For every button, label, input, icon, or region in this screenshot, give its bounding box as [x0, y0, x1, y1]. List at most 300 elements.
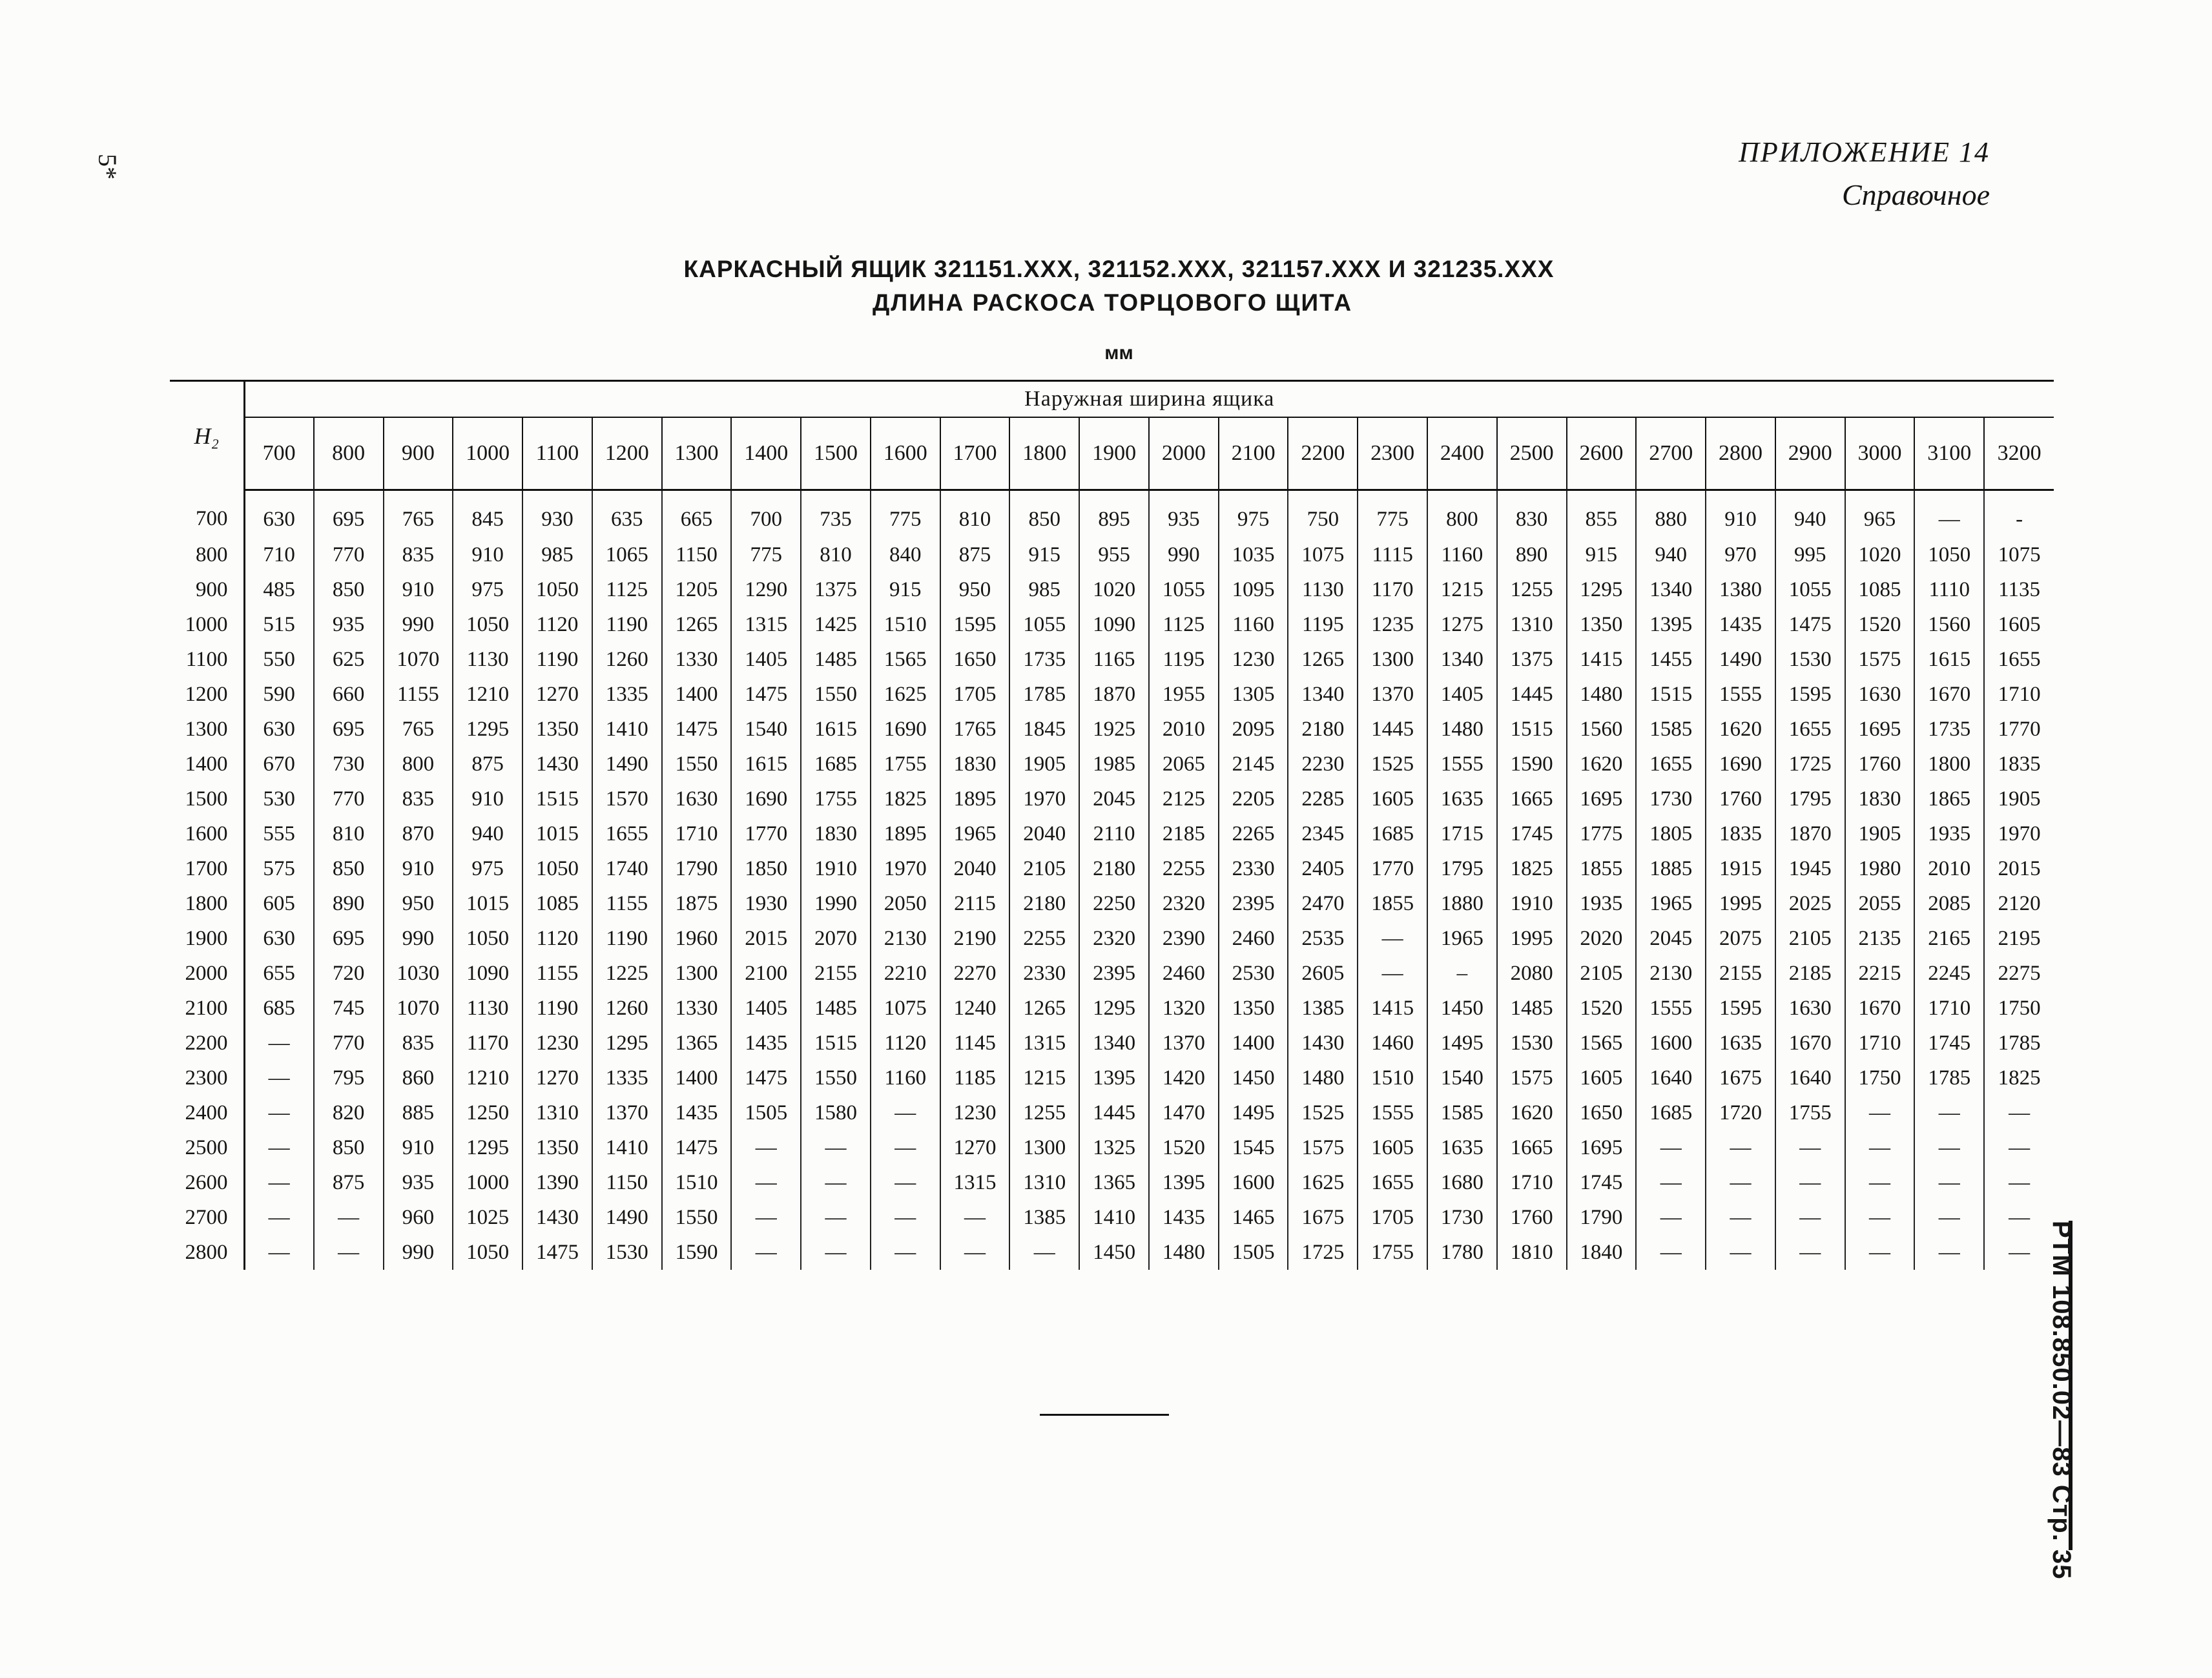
table-cell: 1090 — [1079, 607, 1149, 642]
row-label: 1400 — [170, 747, 244, 782]
document-subtitle: ДЛИНА РАСКОСА ТОРЦОВОГО ЩИТА — [872, 289, 1353, 316]
table-cell: 1340 — [1288, 677, 1358, 712]
table-cell: 1195 — [1288, 607, 1358, 642]
table-cell: 1825 — [871, 782, 940, 816]
table-cell: 1385 — [1009, 1200, 1079, 1235]
table-cell: 2050 — [871, 886, 940, 921]
table-cell: — — [1706, 1130, 1775, 1165]
table-cell: 1685 — [1636, 1095, 1706, 1130]
row-label: 2200 — [170, 1026, 244, 1061]
table-cell: 1435 — [1706, 607, 1775, 642]
table-cell: 1925 — [1079, 712, 1149, 747]
table-cell: 2405 — [1288, 851, 1358, 886]
table-cell: 1160 — [871, 1061, 940, 1095]
table-cell: 1670 — [1845, 991, 1915, 1026]
width-header: 2700 — [1636, 417, 1706, 490]
table-cell: 1265 — [1009, 991, 1079, 1026]
table-cell: 1395 — [1636, 607, 1706, 642]
unit-label: мм — [1104, 342, 1133, 364]
table-cell: 590 — [244, 677, 314, 712]
table-cell: 2605 — [1288, 956, 1358, 991]
table-cell: 955 — [1079, 537, 1149, 572]
table-cell: 850 — [314, 572, 384, 607]
width-header: 2100 — [1219, 417, 1288, 490]
table-cell: 1445 — [1358, 712, 1427, 747]
table-cell: — — [244, 1200, 314, 1235]
table-cell: — — [1775, 1165, 1845, 1200]
table-cell: 1130 — [1288, 572, 1358, 607]
table-row — [170, 607, 2054, 642]
table-row — [170, 816, 2054, 851]
table-cell: 1845 — [1009, 712, 1079, 747]
row-label: 1200 — [170, 677, 244, 712]
document-title: КАРКАСНЫЙ ЯЩИК 321151.XXX, 321152.XXX, 321157.XXX И 321235.XXX — [683, 256, 1555, 282]
width-header: 1200 — [592, 417, 662, 490]
table-cell: 1205 — [662, 572, 732, 607]
table-cell: 1475 — [731, 1061, 801, 1095]
table-cell: 2130 — [871, 921, 940, 956]
table-cell: 915 — [1009, 537, 1079, 572]
table-cell: 1515 — [1636, 677, 1706, 712]
table-cell: 1665 — [1497, 1130, 1567, 1165]
table-cell: 1965 — [940, 816, 1010, 851]
table-row — [170, 712, 2054, 747]
table-cell: 1225 — [592, 956, 662, 991]
table-cell: — — [244, 1235, 314, 1270]
table-cell: 1575 — [1497, 1061, 1567, 1095]
table-cell: 875 — [453, 747, 522, 782]
table-cell: 2135 — [1845, 921, 1915, 956]
table-cell: 810 — [314, 816, 384, 851]
table-row — [170, 1095, 2054, 1130]
table-cell: 1550 — [662, 1200, 732, 1235]
table-cell: 1655 — [592, 816, 662, 851]
table-cell: 1330 — [662, 642, 732, 677]
table-cell: 1510 — [662, 1165, 732, 1200]
table-cell: 1090 — [453, 956, 522, 991]
width-header: 700 — [244, 417, 314, 490]
table-cell: 695 — [314, 490, 384, 538]
table-cell: 1235 — [1358, 607, 1427, 642]
table-cell: 1165 — [1079, 642, 1149, 677]
table-cell: — — [940, 1235, 1010, 1270]
table-cell: 1480 — [1427, 712, 1497, 747]
table-cell: 2010 — [1914, 851, 1984, 886]
row-label: 1800 — [170, 886, 244, 921]
table-cell: 1630 — [662, 782, 732, 816]
table-cell: 1150 — [592, 1165, 662, 1200]
table-cell: 1030 — [384, 956, 453, 991]
table-cell: - — [2016, 507, 2023, 531]
table-cell: 1290 — [731, 572, 801, 607]
table-cell: 1640 — [1775, 1061, 1845, 1095]
table-cell: — — [731, 1130, 801, 1165]
table-cell: 1315 — [731, 607, 801, 642]
width-header: 3000 — [1845, 417, 1915, 490]
table-cell: — — [1636, 1235, 1706, 1270]
table-cell: 930 — [522, 490, 592, 538]
table-cell: 1370 — [1149, 1026, 1219, 1061]
table-cell: 835 — [384, 1026, 453, 1061]
table-cell: 810 — [801, 537, 871, 572]
table-cell: 820 — [314, 1095, 384, 1130]
table-cell: 1515 — [1497, 712, 1567, 747]
table-cell: 1635 — [1427, 1130, 1497, 1165]
table-cell: 1350 — [1219, 991, 1288, 1026]
table-cell: 1600 — [1636, 1026, 1706, 1061]
table-cell: 1275 — [1427, 607, 1497, 642]
table-cell: 985 — [522, 537, 592, 572]
table-cell: — — [244, 1165, 314, 1200]
table-cell: 1510 — [1358, 1061, 1427, 1095]
table-cell: 1295 — [592, 1026, 662, 1061]
table-cell: 985 — [1009, 572, 1079, 607]
table-cell: 1620 — [1567, 747, 1637, 782]
width-header: 1700 — [940, 417, 1010, 490]
table-cell: 1770 — [731, 816, 801, 851]
table-cell: 1410 — [1079, 1200, 1149, 1235]
table-cell: 1580 — [801, 1095, 871, 1130]
table-cell: 1755 — [801, 782, 871, 816]
table-cell: 1655 — [1358, 1165, 1427, 1200]
table-cell: 1825 — [1497, 851, 1567, 886]
row-label: 2300 — [170, 1061, 244, 1095]
table-cell: 2395 — [1079, 956, 1149, 991]
width-header: 1500 — [801, 417, 871, 490]
table-cell: 1670 — [1775, 1026, 1845, 1061]
table-cell: 2020 — [1567, 921, 1637, 956]
row-label: 2400 — [170, 1095, 244, 1130]
table-cell: 935 — [1149, 490, 1219, 538]
table-cell: 2100 — [731, 956, 801, 991]
table-cell: 1720 — [1706, 1095, 1775, 1130]
table-cell: 1525 — [1288, 1095, 1358, 1130]
row-label: 1100 — [170, 642, 244, 677]
row-label: 800 — [170, 537, 244, 572]
table-row — [170, 1130, 2054, 1165]
table-cell: 1370 — [1358, 677, 1427, 712]
table-cell: 1825 — [1998, 1066, 2041, 1090]
table-cell: 2025 — [1775, 886, 1845, 921]
table-cell: 2185 — [1149, 816, 1219, 851]
table-cell: 1170 — [453, 1026, 522, 1061]
table-cell: 1745 — [1567, 1165, 1637, 1200]
table-cell: 1270 — [940, 1130, 1010, 1165]
table-cell: 1115 — [1358, 537, 1427, 572]
table-cell: 910 — [453, 537, 522, 572]
table-cell: 1930 — [731, 886, 801, 921]
table-cell: 630 — [244, 490, 314, 538]
table-cell: 2255 — [1149, 851, 1219, 886]
table-cell: 1665 — [1497, 782, 1567, 816]
table-cell: 1630 — [1775, 991, 1845, 1026]
table-cell: 2250 — [1079, 886, 1149, 921]
table-cell: 1755 — [1358, 1235, 1427, 1270]
table-cell: 660 — [314, 677, 384, 712]
table-cell: 1995 — [1497, 921, 1567, 956]
table-cell: 2460 — [1149, 956, 1219, 991]
table-cell: 2045 — [1636, 921, 1706, 956]
width-header: 1600 — [871, 417, 940, 490]
table-cell: 1935 — [1567, 886, 1637, 921]
table-cell: 1970 — [871, 851, 940, 886]
table-cell: 995 — [1775, 537, 1845, 572]
table-cell: — — [244, 1026, 314, 1061]
table-cell: 1050 — [453, 921, 522, 956]
width-header: 2400 — [1427, 417, 1497, 490]
table-cell: 1480 — [1567, 677, 1637, 712]
row-label: 2800 — [170, 1235, 244, 1270]
table-cell: 1670 — [1914, 677, 1984, 712]
table-cell: 2210 — [871, 956, 940, 991]
table-cell: 1980 — [1845, 851, 1915, 886]
table-cell: 1750 — [1845, 1061, 1915, 1095]
table-cell: 1635 — [1427, 782, 1497, 816]
table-cell: 1130 — [453, 642, 522, 677]
table-cell: 1575 — [1288, 1130, 1358, 1165]
table-cell: 1910 — [801, 851, 871, 886]
table-cell: 1470 — [1149, 1095, 1219, 1130]
table-cell: 1785 — [1009, 677, 1079, 712]
table-cell: 830 — [1497, 490, 1567, 538]
table-cell: 1435 — [731, 1026, 801, 1061]
table-cell: 555 — [244, 816, 314, 851]
table-cell: 1240 — [940, 991, 1010, 1026]
table-cell: — — [801, 1165, 871, 1200]
table-cell: 1685 — [1358, 816, 1427, 851]
table-cell: 1315 — [1009, 1026, 1079, 1061]
table-cell: 1310 — [1009, 1165, 1079, 1200]
table-cell: 1340 — [1636, 572, 1706, 607]
table-cell: 2045 — [1079, 782, 1149, 816]
table-cell: 605 — [244, 886, 314, 921]
table-cell: — — [2009, 1135, 2031, 1159]
table-cell: 1965 — [1636, 886, 1706, 921]
table-cell: 1400 — [662, 677, 732, 712]
table-cell: 1015 — [522, 816, 592, 851]
table-cell: 890 — [1497, 537, 1567, 572]
table-cell: — — [1845, 1130, 1915, 1165]
table-cell: 1395 — [1079, 1061, 1149, 1095]
table-cell: 770 — [314, 782, 384, 816]
table-cell: 2245 — [1914, 956, 1984, 991]
table-cell: 1020 — [1079, 572, 1149, 607]
table-cell: 1565 — [871, 642, 940, 677]
table-cell: 910 — [1706, 490, 1775, 538]
width-header: 2600 — [1567, 417, 1637, 490]
table-cell: 1335 — [592, 1061, 662, 1095]
table-cell: 1550 — [801, 1061, 871, 1095]
table-cell: 1480 — [1288, 1061, 1358, 1095]
table-cell: 1340 — [1427, 642, 1497, 677]
table-cell: 1905 — [1845, 816, 1915, 851]
table-cell: 1855 — [1567, 851, 1637, 886]
table-cell: 950 — [940, 572, 1010, 607]
table-cell: 1130 — [453, 991, 522, 1026]
table-cell: 940 — [1636, 537, 1706, 572]
table-cell: 655 — [244, 956, 314, 991]
table-cell: 850 — [1009, 490, 1079, 538]
table-cell: 1570 — [592, 782, 662, 816]
table-cell: 990 — [384, 921, 453, 956]
table-cell: 810 — [940, 490, 1010, 538]
table-cell: 1050 — [453, 607, 522, 642]
table-cell: 1635 — [1706, 1026, 1775, 1061]
table-row — [170, 747, 2054, 782]
table-cell: 1895 — [940, 782, 1010, 816]
table-cell: 1800 — [1914, 747, 1984, 782]
table-cell: 1725 — [1775, 747, 1845, 782]
table-cell: 1745 — [1914, 1026, 1984, 1061]
table-cell: 1000 — [453, 1165, 522, 1200]
table-row — [170, 886, 2054, 921]
table-cell: 1135 — [1998, 577, 2040, 601]
table-cell: 685 — [244, 991, 314, 1026]
table-cell: 1760 — [1845, 747, 1915, 782]
table-cell: — — [801, 1235, 871, 1270]
group-header: Наружная ширина ящика — [244, 381, 2054, 418]
table-cell: — — [1845, 1235, 1915, 1270]
table-cell: 1375 — [1497, 642, 1567, 677]
table-cell: 990 — [384, 1235, 453, 1270]
table-cell: 1475 — [1775, 607, 1845, 642]
table-cell: — — [1636, 1165, 1706, 1200]
table-cell: 1230 — [522, 1026, 592, 1061]
table-cell: 2390 — [1149, 921, 1219, 956]
table-cell: 1250 — [453, 1095, 522, 1130]
table-cell: 1420 — [1149, 1061, 1219, 1095]
table-cell: 1435 — [1149, 1200, 1219, 1235]
table-cell: 1120 — [871, 1026, 940, 1061]
table-cell: — — [1914, 1130, 1984, 1165]
table-cell: 1710 — [662, 816, 732, 851]
table-cell: 2275 — [1998, 961, 2041, 985]
margin-mark: 5* — [93, 154, 122, 180]
table-cell: 1550 — [801, 677, 871, 712]
table-cell: 1595 — [1706, 991, 1775, 1026]
table-cell: 1810 — [1497, 1235, 1567, 1270]
table-cell: 1475 — [662, 1130, 732, 1165]
table-cell: 2115 — [940, 886, 1010, 921]
table-cell: — — [801, 1200, 871, 1235]
table-cell: 1795 — [1775, 782, 1845, 816]
table-cell: 630 — [244, 712, 314, 747]
table-cell: 1410 — [592, 1130, 662, 1165]
table-cell: 1555 — [1636, 991, 1706, 1026]
table-cell: 485 — [244, 572, 314, 607]
table-cell: 1460 — [1358, 1026, 1427, 1061]
table-cell: 1335 — [592, 677, 662, 712]
table-cell: 1970 — [1998, 822, 2041, 845]
table-cell: 875 — [940, 537, 1010, 572]
table-cell: 1190 — [522, 991, 592, 1026]
table-cell: 910 — [384, 572, 453, 607]
table-cell: 1895 — [871, 816, 940, 851]
table-cell: 1560 — [1567, 712, 1637, 747]
table-cell: 2190 — [940, 921, 1010, 956]
table-cell: 1445 — [1079, 1095, 1149, 1130]
table-cell: 1590 — [662, 1235, 732, 1270]
table-cell: 845 — [453, 490, 522, 538]
table-cell: 1620 — [1497, 1095, 1567, 1130]
table-cell: 1775 — [1567, 816, 1637, 851]
table-cell: 1050 — [453, 1235, 522, 1270]
table-cell: 2065 — [1149, 747, 1219, 782]
table-cell: 2320 — [1079, 921, 1149, 956]
table-cell: 765 — [384, 490, 453, 538]
table-cell: 1415 — [1358, 991, 1427, 1026]
table-cell: 2080 — [1497, 956, 1567, 991]
table-cell: 1520 — [1567, 991, 1637, 1026]
table-cell: 860 — [384, 1061, 453, 1095]
table-cell: 875 — [314, 1165, 384, 1200]
table-cell: 1520 — [1149, 1130, 1219, 1165]
table-cell: 940 — [453, 816, 522, 851]
table-cell: 1690 — [1706, 747, 1775, 782]
table-cell: 1790 — [662, 851, 732, 886]
table-cell: 1625 — [871, 677, 940, 712]
table-cell: 1435 — [662, 1095, 732, 1130]
table-cell: 1615 — [1914, 642, 1984, 677]
table-cell: 2040 — [940, 851, 1010, 886]
table-row — [170, 642, 2054, 677]
table-cell: 1710 — [1914, 991, 1984, 1026]
table-cell: — — [1914, 1235, 1984, 1270]
table-cell: 1905 — [1009, 747, 1079, 782]
table-cell: 2205 — [1219, 782, 1288, 816]
table-cell: 1055 — [1149, 572, 1219, 607]
table-cell: 910 — [453, 782, 522, 816]
table-cell: 1450 — [1427, 991, 1497, 1026]
table-cell: 1615 — [801, 712, 871, 747]
table-cell: 885 — [384, 1095, 453, 1130]
table-cell: 1575 — [1845, 642, 1915, 677]
table-cell: 1695 — [1845, 712, 1915, 747]
table-row — [170, 1235, 2054, 1270]
table-cell: 1260 — [592, 642, 662, 677]
table-cell: 2215 — [1845, 956, 1915, 991]
row-label: 900 — [170, 572, 244, 607]
table-row — [170, 677, 2054, 712]
table-cell: 2195 — [1998, 926, 2041, 950]
table-cell: 1695 — [1567, 1130, 1637, 1165]
table-cell: — — [731, 1165, 801, 1200]
table-cell: 1310 — [1497, 607, 1567, 642]
appendix-title: ПРИЛОЖЕНИЕ 14 — [1739, 136, 1990, 168]
table-cell: 1390 — [522, 1165, 592, 1200]
table-cell: 1485 — [801, 991, 871, 1026]
table-cell: 1690 — [731, 782, 801, 816]
table-cell: 1120 — [522, 607, 592, 642]
table-cell: 1125 — [1149, 607, 1219, 642]
table-cell: 2330 — [1219, 851, 1288, 886]
table-cell: 2130 — [1636, 956, 1706, 991]
table-cell: 2395 — [1219, 886, 1288, 921]
table-cell: 1255 — [1497, 572, 1567, 607]
table-cell: 1075 — [1998, 543, 2041, 566]
table-cell: 1915 — [1706, 851, 1775, 886]
table-cell: 1300 — [1358, 642, 1427, 677]
table-cell: 635 — [592, 490, 662, 538]
table-cell: 2180 — [1009, 886, 1079, 921]
table-cell: — — [871, 1095, 940, 1130]
table-cell: — — [1358, 921, 1427, 956]
table-cell: 1145 — [940, 1026, 1010, 1061]
table-cell: 1630 — [1845, 677, 1915, 712]
table-cell: 735 — [801, 490, 871, 538]
table-cell: — — [1706, 1165, 1775, 1200]
table-cell: 2535 — [1288, 921, 1358, 956]
